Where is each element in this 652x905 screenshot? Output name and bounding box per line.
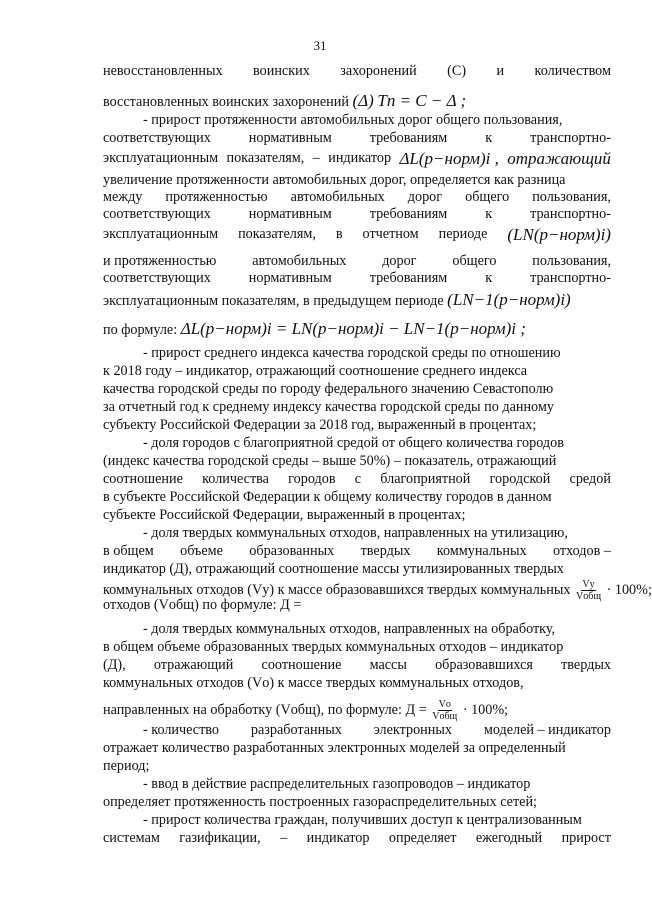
text-line (103, 363, 611, 380)
word: объеме (180, 543, 223, 559)
text-line (103, 270, 611, 287)
word: – (312, 150, 320, 166)
line-text: за отчетный год к среднему индексу качества городской среды по данному (103, 399, 554, 415)
word: количества (202, 471, 269, 487)
word: – (280, 830, 288, 846)
text-line (103, 471, 611, 488)
word: показателям, (238, 226, 316, 242)
fraction-numerator: Vо (438, 699, 451, 710)
fraction-denominator: Vобщ (432, 711, 458, 722)
text-line (103, 381, 611, 398)
text-line (103, 291, 611, 310)
word: и протяженностью (103, 253, 217, 269)
line-text: отражает количество разработанных электронных моделей за определенный (103, 740, 566, 756)
text-line (103, 722, 611, 739)
text-line (103, 597, 611, 614)
text-line (103, 399, 611, 416)
text-line (103, 345, 611, 362)
formula-main: ΔL(р−норм)i = LN(р−норм)i − LN−1(р−норм)i ; (180, 319, 526, 338)
formula-delta-l-tail: отражающий (507, 149, 611, 168)
line-text: субъекту Российской Федерации за 2018 год, выраженный в процентах; (103, 417, 537, 433)
text-line (103, 758, 611, 775)
word: твердых (360, 543, 411, 559)
word: дорог (382, 253, 417, 269)
word: в общем (103, 543, 154, 559)
line-text: - доля твердых коммунальных отходов, направленных на утилизацию, (143, 525, 568, 541)
word: соотношение (103, 471, 183, 487)
text-line (103, 507, 611, 524)
word: отражающий (153, 657, 234, 673)
text-line (103, 226, 611, 243)
word: к (485, 206, 493, 222)
word: транспортно- (530, 270, 611, 286)
word: транспортно- (530, 130, 611, 146)
word: индикатор (306, 830, 370, 846)
text-line (103, 657, 611, 674)
word: между (103, 189, 143, 205)
word: воинских (253, 63, 310, 79)
word: транспортно- (530, 206, 611, 222)
word: моделей – индикатор (483, 722, 611, 738)
text-line (103, 453, 611, 470)
word: образовавшихся (435, 657, 533, 673)
text-line (103, 812, 611, 829)
percent-fraction (574, 579, 652, 602)
word: захоронений (340, 63, 417, 79)
word: нормативным (248, 130, 332, 146)
word: к (485, 130, 493, 146)
line-text: отходов (Vобщ) по формуле: Д = (103, 597, 302, 613)
page-number: 31 (313, 38, 327, 53)
word: прирост (561, 830, 611, 846)
word: городской (489, 471, 551, 487)
word: благоприятной (380, 471, 471, 487)
word: ежегодный (475, 830, 543, 846)
text-line (103, 253, 611, 270)
text-line (103, 776, 611, 793)
text-line (103, 543, 611, 560)
word: образованных (249, 543, 335, 559)
word: показателям, (226, 150, 305, 166)
word: - прирост протяженности автомобильных дорог общего пользования, (143, 112, 563, 128)
word: с (354, 471, 362, 487)
line-text: - доля городов с благоприятной средой от общего количества городов (143, 435, 564, 451)
formula-delta: (Δ) (352, 91, 374, 110)
line-text: - прирост количества граждан, получивших доступ к централизованным (143, 812, 582, 828)
word: количеством (534, 63, 611, 79)
text-line (103, 525, 611, 542)
line-text: по формуле: (103, 322, 178, 338)
line-text: определяет протяженность построенных газораспределительных сетей; (103, 794, 537, 810)
word: нормативным (248, 206, 332, 222)
percent-suffix: · 100%; (603, 581, 652, 598)
text-line (103, 621, 611, 638)
word: эксплуатационным (103, 226, 219, 242)
percent-fraction (430, 699, 509, 722)
text-line (103, 206, 611, 223)
formula-tn: Tn = C − Δ ; (377, 91, 467, 110)
line-text: направленных на обработку (Vобщ), по формуле: Д = (103, 701, 427, 718)
word: пользования, (532, 189, 611, 205)
percent-suffix: · 100%; (459, 701, 509, 718)
word: и (496, 63, 505, 79)
formula-delta-l: ΔL(р−норм)i , (399, 149, 499, 168)
word: соотношение (261, 657, 342, 673)
word: требованиям (369, 206, 448, 222)
line-text: - доля твердых коммунальных отходов, направленных на обработку, (143, 621, 556, 637)
word: средой (569, 471, 611, 487)
word: эксплуатационным (103, 150, 219, 166)
word: массы (369, 657, 407, 673)
text-line (103, 675, 611, 692)
word: системам (103, 830, 160, 846)
line-text: в общем объеме образованных твердых коммунальных отходов – индикатор (103, 639, 564, 655)
word: соответствующих (103, 130, 211, 146)
word: к (485, 270, 493, 286)
line-text: коммунальных отходов (Vо) к массе твердых коммунальных отходов, (103, 675, 524, 691)
word: отчетном (362, 226, 419, 242)
word: (Д), (103, 657, 126, 673)
text-line (103, 639, 611, 656)
word: разработанных (250, 722, 342, 738)
line-text: в субъекте Российской Федерации к общему количеству городов в данном (103, 489, 552, 505)
text-line (103, 794, 611, 811)
formula-ln1: (LN−1(р−норм)i) (447, 290, 571, 309)
line-text: коммунальных отходов (Vу) к массе образовавшихся твердых коммунальных (103, 581, 571, 598)
word: дорог (407, 189, 443, 205)
line-text: - ввод в действие распределительных газопроводов – индикатор (143, 776, 531, 792)
text-line (103, 699, 611, 722)
word: (С) (447, 63, 467, 79)
word: городов (288, 471, 336, 487)
line-text: к 2018 году – индикатор, отражающий соотношение среднего индекса (103, 363, 528, 379)
line-text: восстановленных воинских захоронений (103, 94, 349, 110)
word: требованиям (369, 270, 448, 286)
line-text: - прирост среднего индекса качества городской среды по отношению (143, 345, 561, 361)
line-text: качества городской среды по городу федерального значению Севастополю (103, 381, 554, 397)
fraction-denominator: Vобщ (576, 591, 602, 602)
word: в (335, 226, 343, 242)
word: автомобильных (252, 253, 347, 269)
text-line (103, 435, 611, 452)
text-line (103, 63, 611, 80)
fraction (432, 699, 457, 722)
line-text: эксплуатационным показателям, в предыдущем периоде (103, 293, 444, 309)
line-text: индикатор (Д), отражающий соотношение массы утилизированных твердых (103, 561, 564, 577)
word: соответствующих (103, 206, 211, 222)
word: индикатор (328, 150, 392, 166)
text-line (103, 320, 611, 339)
fraction-numerator: Vу (582, 579, 595, 590)
line-text: период; (103, 758, 150, 774)
text-line (103, 92, 611, 111)
text-line (103, 112, 611, 129)
word: автомобильных (290, 189, 385, 205)
text-line (103, 172, 611, 189)
text-line (103, 189, 611, 206)
text-line (103, 561, 611, 578)
word: нормативным (248, 270, 332, 286)
word: пользования, (532, 253, 611, 269)
word: протяженностью (165, 189, 268, 205)
word: общего (452, 253, 497, 269)
text-line (103, 417, 611, 434)
word: газификации, (179, 830, 261, 846)
word: невосстановленных (103, 63, 223, 79)
word: отходов – (552, 543, 611, 559)
text-line (103, 489, 611, 506)
word: периоде (438, 226, 488, 242)
word: твердых (561, 657, 611, 673)
word: коммунальных (436, 543, 527, 559)
word: - количество (143, 722, 220, 738)
word: общего (465, 189, 510, 205)
text-line (103, 150, 611, 167)
line-text: (индекс качества городской среды – выше 50%) – показатель, отражающий (103, 453, 557, 469)
word: определяет (388, 830, 457, 846)
formula-ln: (LN(р−норм)i) (507, 225, 611, 244)
line-text: субъекте Российской Федерации, выраженный в процентах; (103, 507, 466, 523)
text-line (103, 830, 611, 847)
word: соответствующих (103, 270, 211, 286)
line-text: увеличение протяженности автомобильных дорог, определяется как разница (103, 172, 566, 188)
text-line (103, 130, 611, 147)
word: требованиям (369, 130, 448, 146)
text-line (103, 740, 611, 757)
word: электронных (373, 722, 452, 738)
